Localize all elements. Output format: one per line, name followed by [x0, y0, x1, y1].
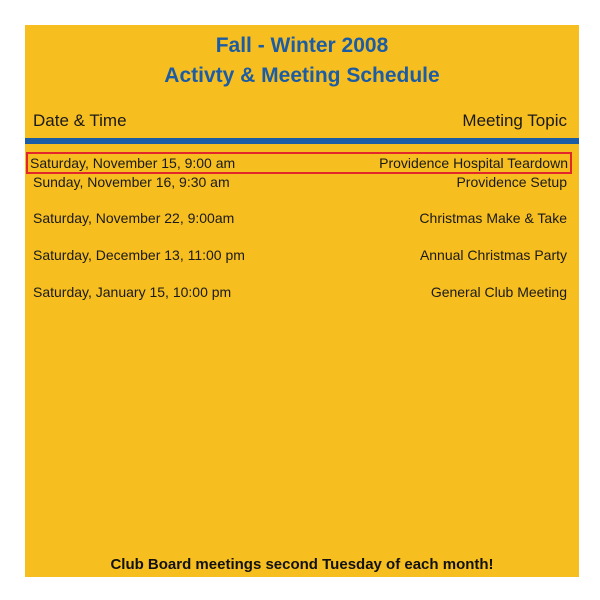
row-datetime: Sunday, November 16, 9:30 am: [33, 174, 230, 190]
row-topic: Providence Hospital Teardown: [379, 155, 568, 171]
row-topic: Providence Setup: [456, 174, 567, 190]
column-header-meeting-topic: Meeting Topic: [462, 111, 567, 130]
schedule-row[interactable]: [31, 209, 569, 227]
row-topic: Christmas Make & Take: [419, 210, 567, 226]
row-datetime: Saturday, November 15, 9:00 am: [30, 155, 236, 171]
header-divider: [25, 138, 579, 144]
row-topic: General Club Meeting: [430, 284, 567, 300]
page-title: Fall - Winter 2008: [215, 34, 389, 57]
schedule-row[interactable]: [31, 173, 569, 191]
page-subtitle: Activty & Meeting Schedule: [164, 64, 440, 87]
schedule-panel: [25, 25, 579, 577]
schedule-row[interactable]: [31, 246, 569, 264]
row-datetime: Saturday, January 15, 10:00 pm: [33, 284, 232, 300]
column-header-date-time: Date & Time: [33, 111, 127, 130]
schedule-row[interactable]: [31, 283, 569, 301]
row-datetime: Saturday, December 13, 11:00 pm: [33, 247, 245, 263]
schedule-row-selected[interactable]: [28, 154, 570, 172]
row-topic: Annual Christmas Party: [419, 247, 567, 263]
row-datetime: Saturday, November 22, 9:00am: [33, 210, 235, 226]
footer-note: Club Board meetings second Tuesday of each month!: [110, 556, 494, 573]
